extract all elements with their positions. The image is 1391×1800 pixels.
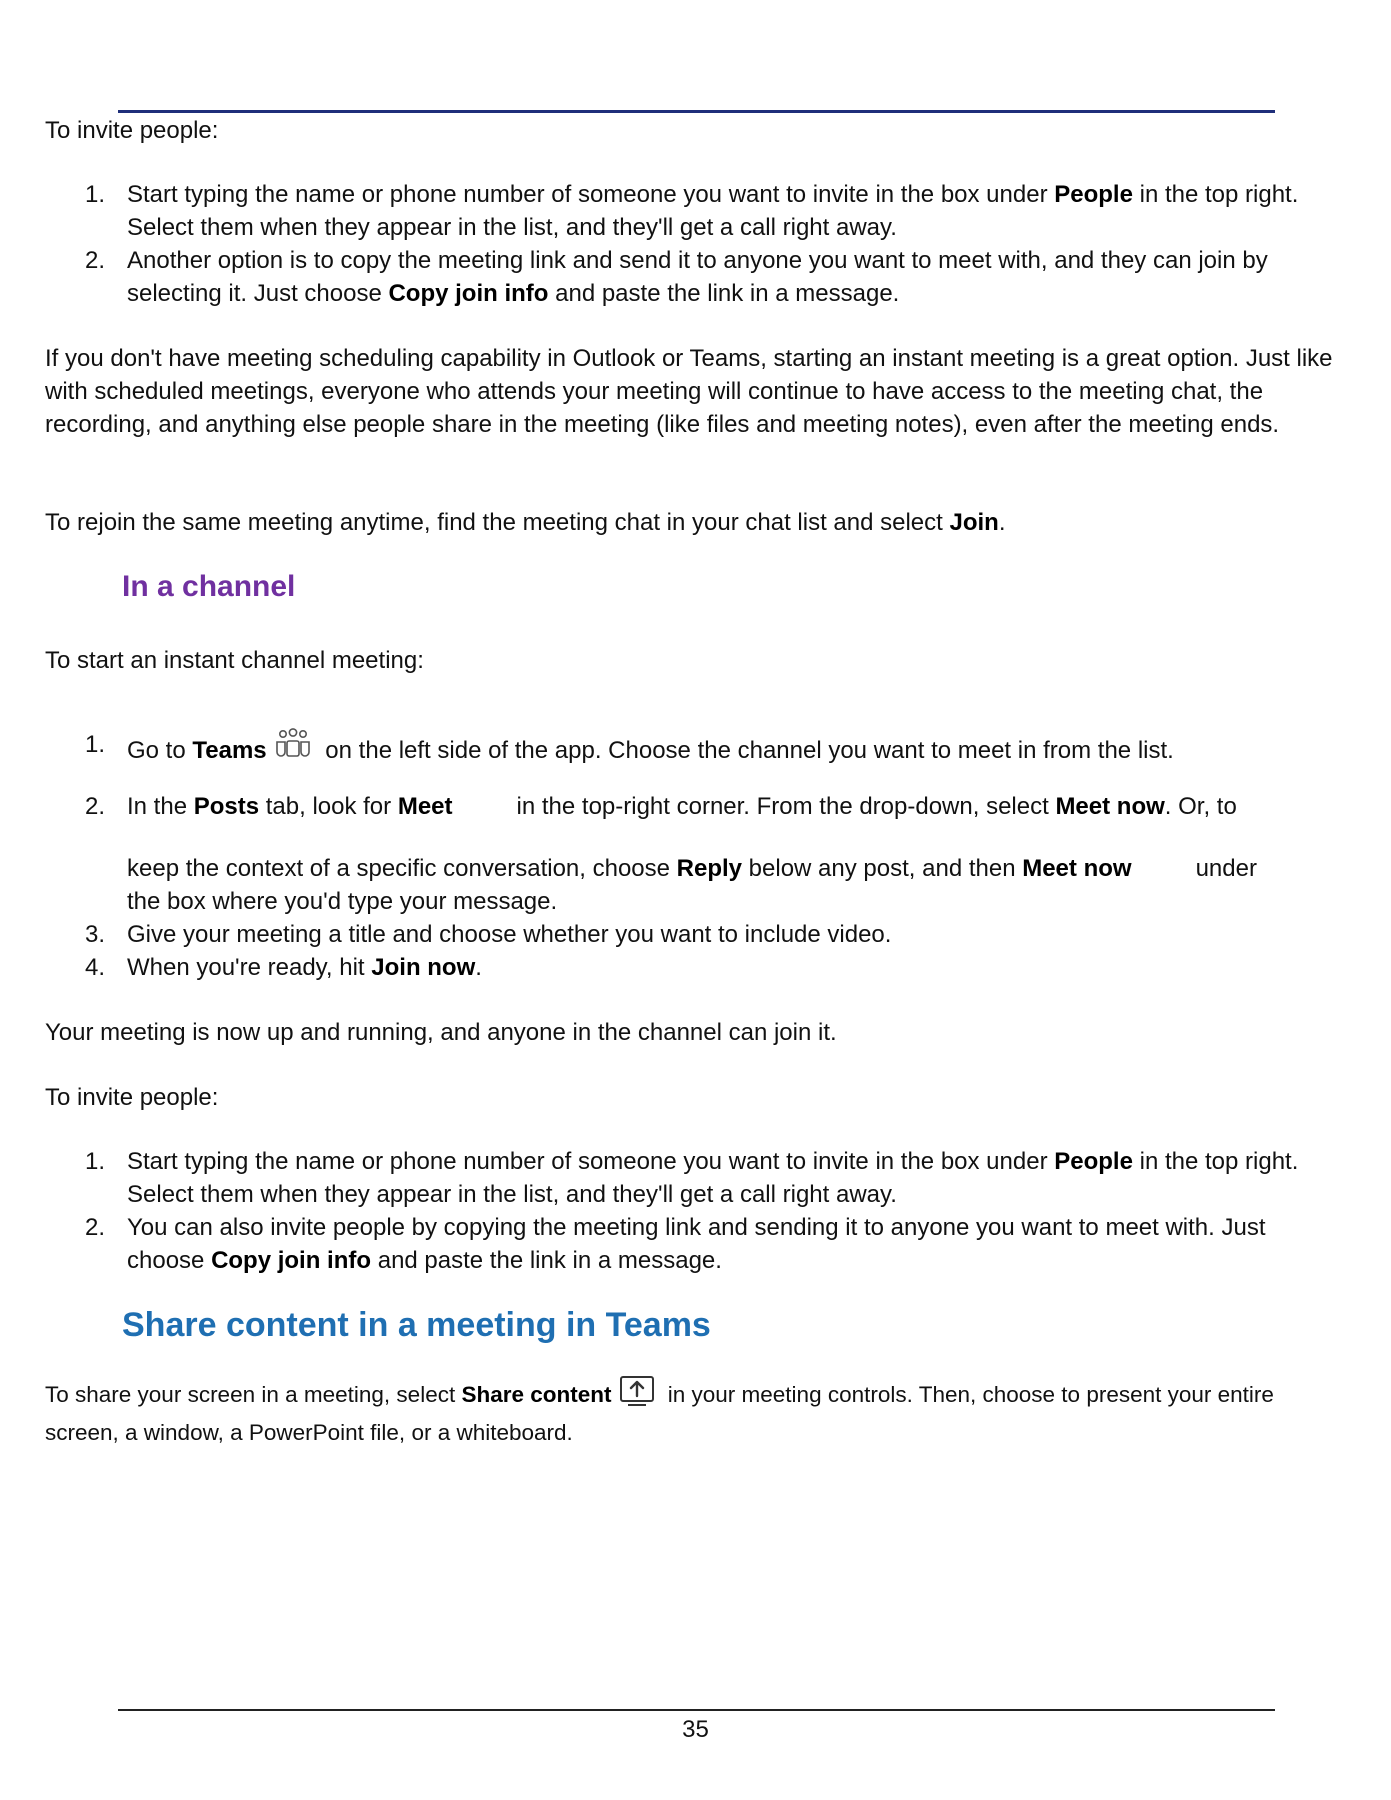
list-number: 2. (85, 793, 106, 820)
list-item (45, 728, 1345, 773)
list-item (45, 178, 1345, 244)
header-rule (118, 110, 1275, 113)
list-number: 2. (85, 1214, 106, 1241)
list-text: You can also invite people by copying the meeting link and sending it to anyone you want to meet with. Just choose Copy join info and paste the link in a message. (127, 1214, 1266, 1274)
footer-rule (118, 1709, 1275, 1711)
list-number: 4. (85, 954, 106, 981)
share-content-icon (618, 1374, 656, 1417)
share-heading: Share content in a meeting in Teams (122, 1306, 711, 1344)
list-text: Start typing the name or phone number of someone you want to invite in the box under People in the top right. Select them when they appear in the list, and they'll get a call right away. (127, 1148, 1299, 1208)
list-number: 1. (85, 181, 106, 208)
invite-intro: To invite people: (45, 1084, 219, 1111)
list-item (45, 1211, 1345, 1277)
list-number: 3. (85, 921, 106, 948)
list-item-continued (45, 852, 1345, 918)
list-item (45, 244, 1345, 310)
list-text: Another option is to copy the meeting link and send it to anyone you want to meet with, and they can join by selecting it. Just choose Copy join info and paste the link in a message. (127, 247, 1268, 307)
list-text: Go to Teams on the left side of the app. Choose the channel you want to meet in from the list. (127, 728, 1345, 773)
list-text: In the Posts tab, look for Meet in the top-right corner. From the drop-down, select Meet now. Or, to (127, 793, 1237, 820)
list-item (45, 918, 1345, 951)
list-item (45, 1145, 1345, 1211)
running-paragraph: Your meeting is now up and running, and anyone in the channel can join it. (45, 1019, 837, 1046)
list-number: 1. (85, 1148, 106, 1175)
list-item (45, 790, 1345, 823)
list-number: 2. (85, 247, 106, 274)
list-text: keep the context of a specific conversation, choose Reply below any post, and then Meet now under the box where you'd type your message. (127, 855, 1257, 915)
teams-icon (273, 728, 313, 773)
list-text: Give your meeting a title and choose whether you want to include video. (127, 921, 892, 948)
rejoin-paragraph: To rejoin the same meeting anytime, find the meeting chat in your chat list and select Join. (45, 509, 1006, 536)
list-text: When you're ready, hit Join now. (127, 954, 482, 981)
list-text: Start typing the name or phone number of someone you want to invite in the box under People in the top right. Select them when they appear in the list, and they'll get a call right away. (127, 181, 1299, 241)
page-number: 35 (682, 1716, 709, 1743)
scheduling-paragraph: If you don't have meeting scheduling capability in Outlook or Teams, starting an instant meeting is a great option. Just like with scheduled meetings, everyone who attends your meeting will continue to have access to the meeting chat, the recording, and anything else people share in the meeting (like files and meeting notes), even after the meeting ends. (45, 345, 1333, 438)
share-paragraph: To share your screen in a meeting, select Share content in your meeting controls. Then, choose to present your entire screen, a window, a PowerPoint file, or a whiteboard. (45, 1374, 1345, 1449)
channel-heading: In a channel (122, 570, 296, 603)
invite-intro: To invite people: (45, 117, 219, 144)
list-item (45, 951, 1345, 984)
channel-intro: To start an instant channel meeting: (45, 647, 424, 674)
list-number: 1. (85, 731, 106, 758)
